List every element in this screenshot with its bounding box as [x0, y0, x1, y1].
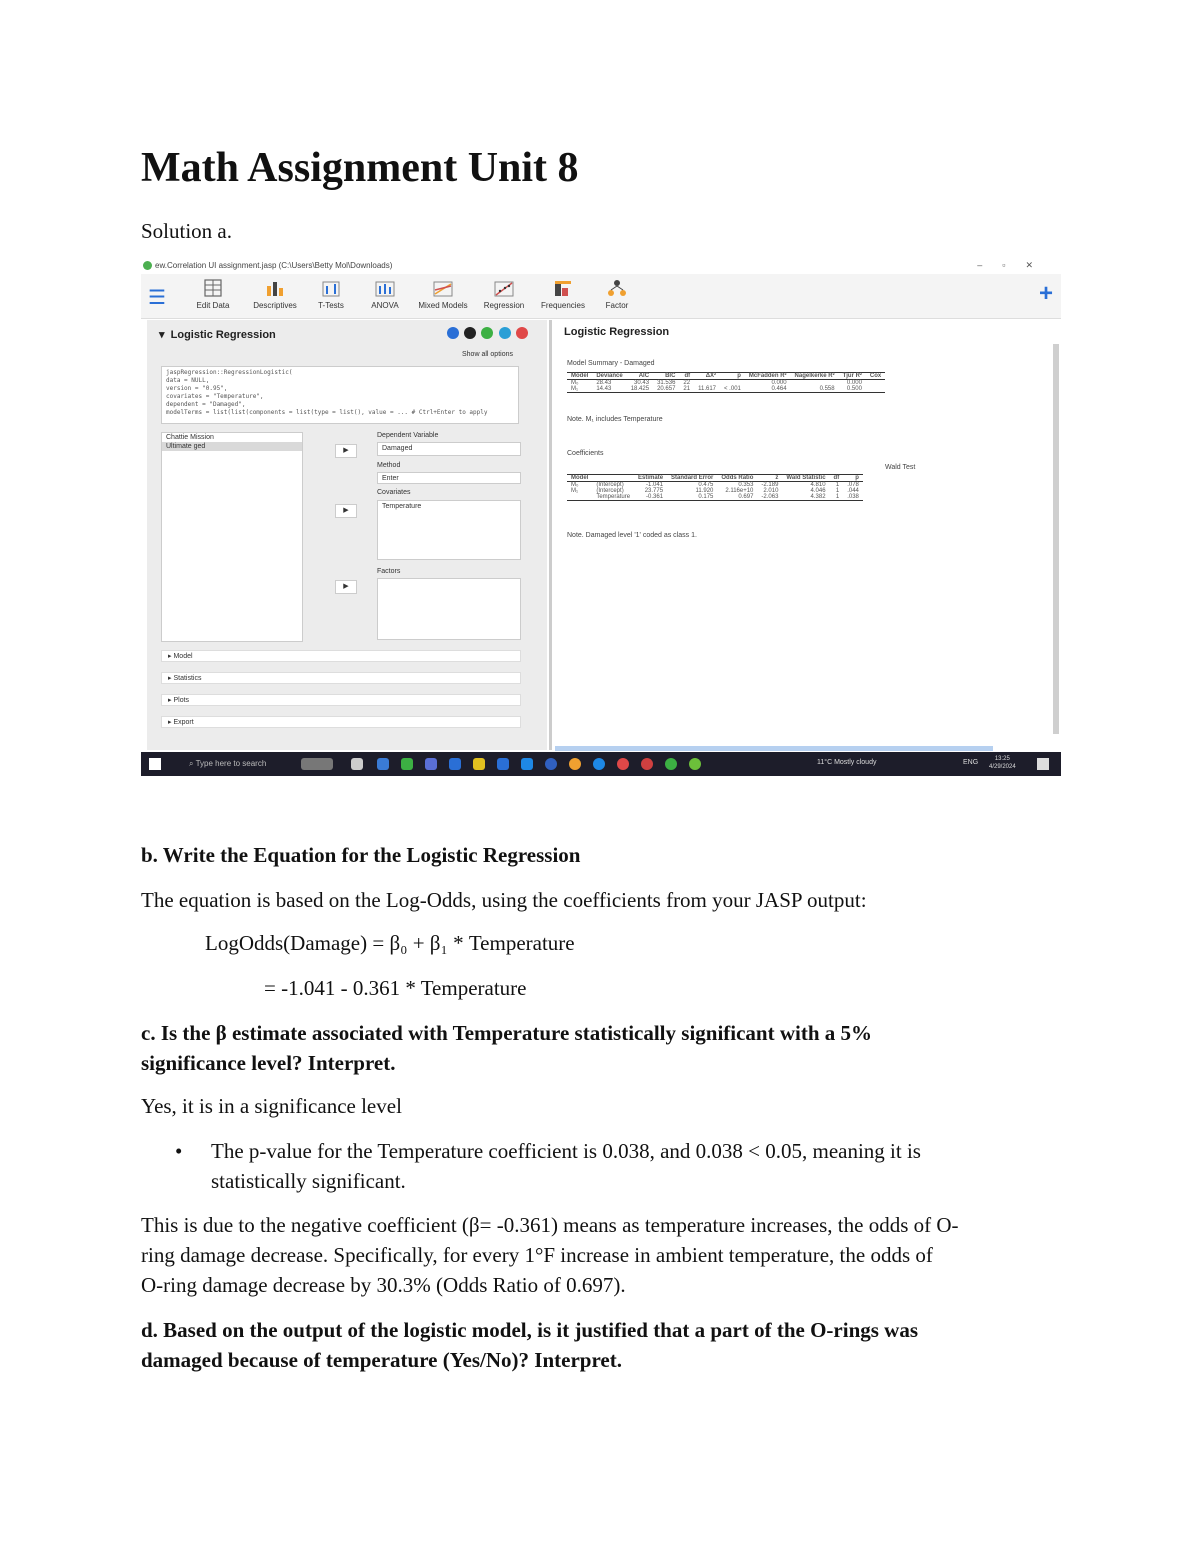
horizontal-scrollbar[interactable] — [555, 746, 993, 751]
table-header-cell: Tjur R² — [842, 373, 862, 379]
section-statistics[interactable]: ▸ Statistics — [161, 672, 521, 684]
windows-taskbar — [141, 752, 1061, 776]
results-pane — [555, 320, 1053, 750]
heading-d-line-2: damaged because of temperature (Yes/No)? Interpret. — [141, 1348, 622, 1372]
table-cell: -1.041 — [646, 482, 664, 488]
table-header-cell: Standard Error — [671, 475, 714, 481]
file-explorer-icon[interactable] — [473, 758, 485, 770]
table-cell: 22 — [683, 380, 691, 386]
table-cell: .044 — [847, 488, 859, 494]
table-icon — [202, 278, 224, 298]
model-summary-title: Model Summary - Damaged — [567, 360, 655, 367]
language-indicator[interactable]: ENG — [963, 759, 979, 766]
table-cell: M₁ — [571, 488, 579, 494]
table-cell: < .001 — [724, 386, 741, 392]
table-cell: Temperature — [596, 494, 631, 500]
table-cell — [567, 494, 592, 501]
table-header-cell: p — [737, 373, 741, 379]
table-cell: -2.063 — [761, 494, 779, 500]
weather-widget[interactable]: 11°C Mostly cloudy — [817, 759, 877, 766]
ribbon-factor[interactable]: Factor — [587, 278, 647, 310]
table-cell: -2.189 — [761, 482, 779, 488]
table-cell: 0.475 — [698, 482, 714, 488]
variable-item[interactable]: Ultimate ged — [162, 442, 302, 451]
table-header-cell: ΔX² — [705, 373, 717, 379]
window-controls[interactable]: –▫✕ — [977, 260, 1053, 270]
app-icon[interactable] — [545, 758, 557, 770]
table-header-cell: Cox — [869, 373, 882, 379]
table-cell: 0.000 — [846, 380, 862, 386]
table-cell: 2.116e+10 — [725, 488, 754, 494]
table-cell: 30.43 — [634, 380, 650, 386]
variable-item[interactable]: Chattie Mission — [166, 434, 214, 441]
bullet-icon: • — [175, 1139, 183, 1163]
ribbon-t-tests[interactable]: T-Tests — [301, 278, 361, 310]
heading-c-line-2: significance level? Interpret. — [141, 1051, 396, 1075]
word-icon[interactable] — [377, 758, 389, 770]
equation-line-2: = -1.041 - 0.361 * Temperature — [264, 976, 527, 1000]
app-icon[interactable] — [401, 758, 413, 770]
heading-c-line-1: c. Is the β estimate associated with Temperature statistically significant with a 5% — [141, 1021, 873, 1045]
move-dependent-button[interactable]: ▶ — [335, 444, 357, 458]
ribbon-frequencies[interactable]: Frequencies — [533, 278, 593, 310]
table-cell: -0.361 — [646, 494, 664, 500]
table-cell: 1 — [835, 482, 840, 488]
table-header-cell: Wald Statistic — [786, 475, 826, 481]
outlook-icon[interactable] — [521, 758, 533, 770]
table-header-cell: BIC — [665, 373, 676, 379]
paragraph-c-line-3: O-ring damage decrease by 30.3% (Odds Ratio of 0.697). — [141, 1273, 626, 1297]
section-export[interactable]: ▸ Export — [161, 716, 521, 728]
edit-title-icon[interactable] — [464, 327, 476, 339]
notifications-icon[interactable] — [1037, 758, 1049, 770]
section-model[interactable]: ▸ Model — [161, 650, 521, 662]
r-code-box[interactable]: jaspRegression::RegressionLogistic( data = NULL, version = "0.95", covariates = "Temperature", dependent = "Damaged", modelTerms = list(list(components = list(type = list(), value = ... # Ctrl+Enter to apply — [161, 366, 519, 424]
model-summary-note: Note. M₁ includes Temperature — [567, 416, 663, 423]
window-titlebar — [141, 258, 1061, 274]
table-cell: 1 — [835, 488, 840, 494]
ribbon-anova[interactable]: ANOVA — [355, 278, 415, 310]
table-cell: 1 — [835, 494, 840, 500]
edge-icon[interactable] — [593, 758, 605, 770]
jasp-screenshot — [141, 258, 1061, 776]
table-header-cell: p — [855, 475, 859, 481]
factor-icon — [606, 278, 628, 298]
table-cell: 21 — [683, 386, 691, 392]
factors-label: Factors — [377, 568, 401, 575]
ribbon-descriptives[interactable]: Descriptives — [245, 278, 305, 310]
window-title: ew.Correlation UI assignment.jasp (C:\Users\Betty Mol\Downloads) — [155, 261, 393, 270]
equation-line-1: LogOdds(Damage) = β₀ + β₁ * Temperature — [205, 931, 575, 955]
table-cell: 0.000 — [771, 380, 787, 386]
ribbon-toolbar — [141, 274, 1061, 319]
table-cell: 0.697 — [738, 494, 754, 500]
table-row — [567, 494, 863, 501]
taskbar-search[interactable]: ⌕ Type here to search — [189, 759, 267, 768]
section-plots[interactable]: ▸ Plots — [161, 694, 521, 706]
table-header-cell — [592, 475, 634, 482]
model-summary-table — [567, 372, 885, 393]
regression-icon — [493, 278, 515, 298]
analysis-header[interactable]: ▾ Logistic Regression — [159, 329, 276, 341]
covariates-box[interactable]: Temperature — [377, 500, 521, 560]
results-scrollbar[interactable] — [1053, 344, 1059, 734]
close-analysis-icon[interactable] — [516, 327, 528, 339]
table-header-cell: AIC — [638, 373, 650, 379]
document-title: Math Assignment Unit 8 — [141, 145, 579, 191]
factors-box[interactable] — [377, 578, 521, 640]
t-test-icon — [320, 278, 342, 298]
mixed-models-icon — [432, 278, 454, 298]
app-icon[interactable] — [449, 758, 461, 770]
answer-c: Yes, it is in a significance level — [141, 1094, 402, 1118]
table-cell: .078 — [847, 482, 859, 488]
bullet-c-line-2: statistically significant. — [211, 1169, 406, 1193]
coefficients-table — [567, 474, 863, 501]
r-syntax-icon[interactable] — [447, 327, 459, 339]
wald-test-header: Wald Test — [885, 464, 916, 471]
search-icon[interactable] — [497, 758, 509, 770]
table-cell: (Intercept) — [596, 482, 624, 488]
coefficients-title: Coefficients — [567, 450, 604, 457]
table-header-cell: Nagelkerke R² — [794, 373, 835, 379]
bar-chart-icon — [264, 278, 286, 298]
info-icon[interactable] — [499, 327, 511, 339]
heading-d-line-1: d. Based on the output of the logistic model, is it justified that a part of the O-rings was — [141, 1318, 919, 1342]
dependent-variable-box[interactable]: Damaged — [377, 442, 521, 456]
table-cell: 11.920 — [695, 488, 714, 494]
ribbon-edit-data[interactable]: Edit Data — [183, 278, 243, 310]
app-icon[interactable] — [569, 758, 581, 770]
taskbar-clock[interactable]: 13:25 4/29/2024 — [989, 756, 1016, 770]
table-cell: 0.558 — [819, 386, 835, 392]
table-cell: M₀ — [571, 380, 579, 386]
table-cell: 11.617 — [698, 386, 717, 392]
solution-a-label: Solution a. — [141, 219, 233, 243]
table-header-cell: z — [775, 475, 779, 481]
task-view-icon[interactable] — [351, 758, 363, 770]
table-cell: 0.353 — [738, 482, 754, 488]
variables-list — [161, 432, 303, 642]
chrome-icon[interactable] — [641, 758, 653, 770]
ribbon-mixed-models[interactable]: Mixed Models — [413, 278, 473, 310]
table-cell: 4.810 — [810, 482, 826, 488]
table-header-cell: df — [684, 373, 691, 379]
table-header-cell: df — [833, 475, 840, 481]
table-row — [567, 386, 885, 393]
move-covariates-button[interactable]: ▶ — [335, 504, 357, 518]
paragraph-c-line-1: This is due to the negative coefficient (β= -0.361) means as temperature increases, the odds of O- — [141, 1213, 959, 1237]
jasp-taskbar-icon[interactable] — [689, 758, 701, 770]
method-select[interactable]: Enter — [377, 472, 521, 484]
table-cell: 2.010 — [763, 488, 779, 494]
hamburger-menu-icon[interactable]: ☰ — [148, 287, 166, 309]
table-header-cell: McFadden R² — [748, 373, 787, 379]
covariates-label: Covariates — [377, 489, 411, 496]
frequencies-icon — [552, 278, 574, 298]
add-module-icon[interactable]: + — [1038, 280, 1053, 307]
table-cell: 28.43 — [596, 380, 612, 386]
app-icon[interactable] — [425, 758, 437, 770]
method-label: Method — [377, 462, 401, 469]
taskbar-widget-icon[interactable] — [301, 758, 333, 770]
table-cell: 0.464 — [771, 386, 787, 392]
table-header-cell: Model — [571, 373, 589, 379]
heading-b: b. Write the Equation for the Logistic Regression — [141, 843, 581, 867]
move-factors-button[interactable]: ▶ — [335, 580, 357, 594]
table-cell: 20.657 — [657, 386, 676, 392]
analysis-header-buttons — [447, 327, 531, 341]
chrome-icon[interactable] — [617, 758, 629, 770]
whatsapp-icon[interactable] — [665, 758, 677, 770]
anova-icon — [374, 278, 396, 298]
show-all-options-toggle[interactable]: Show all options — [462, 351, 513, 358]
table-cell: 0.500 — [846, 386, 862, 392]
pane-splitter[interactable] — [549, 320, 552, 750]
table-cell: 23.775 — [644, 488, 664, 494]
table-cell: M₁ — [571, 386, 579, 392]
table-cell: 4.382 — [810, 494, 826, 500]
analysis-options-pane — [147, 320, 547, 750]
table-cell: 4.046 — [810, 488, 826, 494]
bullet-c-line-1: The p-value for the Temperature coefficient is 0.038, and 0.038 < 0.05, meaning it is — [211, 1139, 921, 1163]
table-cell: 18.425 — [630, 386, 650, 392]
paragraph-c-line-2: ring damage decrease. Specifically, for every 1°F increase in ambient temperature, the odds of — [141, 1243, 933, 1267]
dependent-variable-label: Dependent Variable — [377, 432, 439, 439]
table-cell: 31.536 — [657, 380, 676, 386]
jasp-logo-icon — [143, 261, 152, 270]
table-cell: M₀ — [571, 482, 579, 488]
table-cell: 14.43 — [596, 386, 612, 392]
duplicate-icon[interactable] — [481, 327, 493, 339]
table-cell: .038 — [847, 494, 859, 500]
table-header-cell: Model — [571, 475, 589, 481]
table-cell: 0.175 — [698, 494, 714, 500]
table-header-cell: Odds Ratio — [721, 475, 754, 481]
table-header-cell: Deviance — [596, 373, 623, 379]
text-b: The equation is based on the Log-Odds, using the coefficients from your JASP output: — [141, 888, 867, 912]
table-header-cell: Estimate — [638, 475, 664, 481]
windows-start-icon[interactable] — [149, 758, 161, 770]
ribbon-regression[interactable]: Regression — [474, 278, 534, 310]
coefficients-note: Note. Damaged level '1' coded as class 1. — [567, 532, 697, 539]
table-cell: (Intercept) — [596, 488, 624, 494]
results-header: Logistic Regression — [564, 326, 670, 338]
